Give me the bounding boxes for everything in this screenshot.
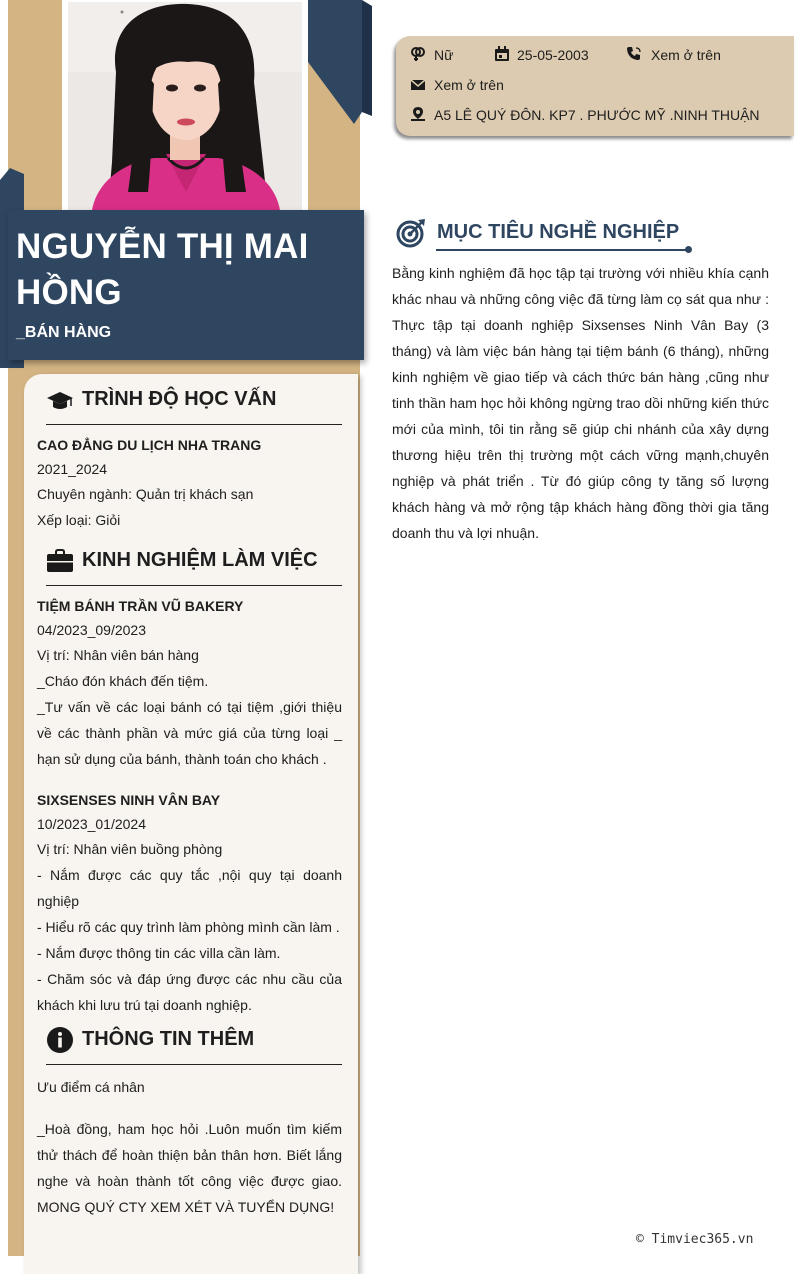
email-icon — [410, 77, 426, 93]
job-duty: _Tư vấn về các loại bánh có tại tiệm ,giới thiệu về các thành phần và mức giá của từng loại _ hạn sử dụng của bánh, thành toán cho khách . — [37, 699, 342, 767]
candidate-name: NGUYỄN THỊ MAI HỒNG — [16, 227, 309, 312]
education-major: Chuyên ngành: Quản trị khách sạn — [37, 486, 254, 502]
location-icon — [410, 106, 426, 122]
gender-icon — [410, 46, 426, 62]
job-duty: - Nắm được thông tin các villa cần làm. — [37, 945, 281, 961]
gender-value: Nữ — [434, 47, 454, 63]
experience-section-title: KINH NGHIỆM LÀM VIỆC — [46, 537, 342, 586]
job-duty: - Hiểu rõ các quy trình làm phòng mình cần làm . — [37, 919, 340, 935]
info-icon — [46, 1026, 74, 1054]
name-banner — [8, 210, 364, 360]
job-position: Vị trí: Nhân viên buồng phòng — [37, 841, 223, 857]
job-period: 04/2023_09/2023 — [37, 622, 146, 638]
candidate-role: _BÁN HÀNG — [16, 324, 112, 341]
calendar-icon — [494, 46, 510, 62]
job-position: Vị trí: Nhân viên bán hàng — [37, 647, 199, 663]
briefcase-icon — [46, 547, 74, 575]
job-company: TIỆM BÁNH TRẦN VŨ BAKERY — [37, 598, 244, 614]
graduation-cap-icon — [46, 386, 74, 414]
education-grade: Xếp loại: Giỏi — [37, 512, 121, 528]
strengths-heading: Ưu điểm cá nhân — [37, 1079, 145, 1095]
education-period: 2021_2024 — [37, 461, 108, 477]
job-period: 10/2023_01/2024 — [37, 816, 146, 832]
contact-box — [396, 36, 794, 136]
phone-value: Xem ở trên — [651, 47, 721, 63]
school-name: CAO ĐẲNG DU LỊCH NHA TRANG — [37, 437, 262, 453]
objective-section-title: MỤC TIÊU NGHỀ NGHIỆP — [396, 216, 696, 256]
job-company: SIXSENSES NINH VÂN BAY — [37, 792, 221, 808]
address-value: A5 LÊ QUÝ ĐÔN. KP7 . PHƯỚC MỸ .NINH THUẬN — [434, 107, 760, 123]
target-icon — [396, 218, 426, 248]
strengths-text: _Hoà đồng, ham học hỏi .Luôn muốn tìm kiếm thử thách để hoàn thiện bản thân hơn. Biết lắng nghe và hoàn thành tốt công việc được giao. MONG QUÝ CTY XEM XÉT VÀ TUYỂN DỤNG! — [37, 1121, 342, 1215]
education-section-title: TRÌNH ĐỘ HỌC VẤN — [46, 376, 342, 425]
job-duty: _Cháo đón khách đến tiệm. — [37, 673, 209, 689]
phone-icon — [626, 46, 642, 62]
profile-photo — [68, 2, 302, 210]
watermark: © Timviec365.vn — [636, 1232, 754, 1247]
email-value: Xem ở trên — [434, 77, 504, 93]
objective-text: Bằng kinh nghiệm đã học tập tại trường với nhiều khía cạnh khác nhau và những công việc đã từng làm cọ sát qua như : Thực tập tại doanh nghiệp Sixsenses Ninh Vân Bay (3 tháng) và làm việc bán hàng tại tiệm bánh (6 tháng), những kinh nghiệm về giao tiếp và cách thức bán hàng ,cũng như tinh thần ham học hỏi không ngừng trao dồi những kiến thức mới của mình, tôi tin rằng sẽ giúp chi nhánh của xây dựng thương hiệu trên thị trường một cách vững mạnh,chuyên nghiệp và phát triển . Từ đó giúp công ty tăng số lượng khách hàng và mở rộng tập khách hàng đồng thời gia tăng doanh thu và lợi nhuận. — [392, 265, 769, 541]
job-duty: - Nắm được các quy tắc ,nội quy tại doanh nghiệp — [37, 867, 342, 909]
job-duty: - Chăm sóc và đáp ứng được các nhu cầu của khách khi lưu trú tại doanh nghiệp. — [37, 971, 342, 1013]
birthday-value: 25-05-2003 — [517, 47, 589, 63]
additional-section-title: THÔNG TIN THÊM — [46, 1016, 342, 1065]
